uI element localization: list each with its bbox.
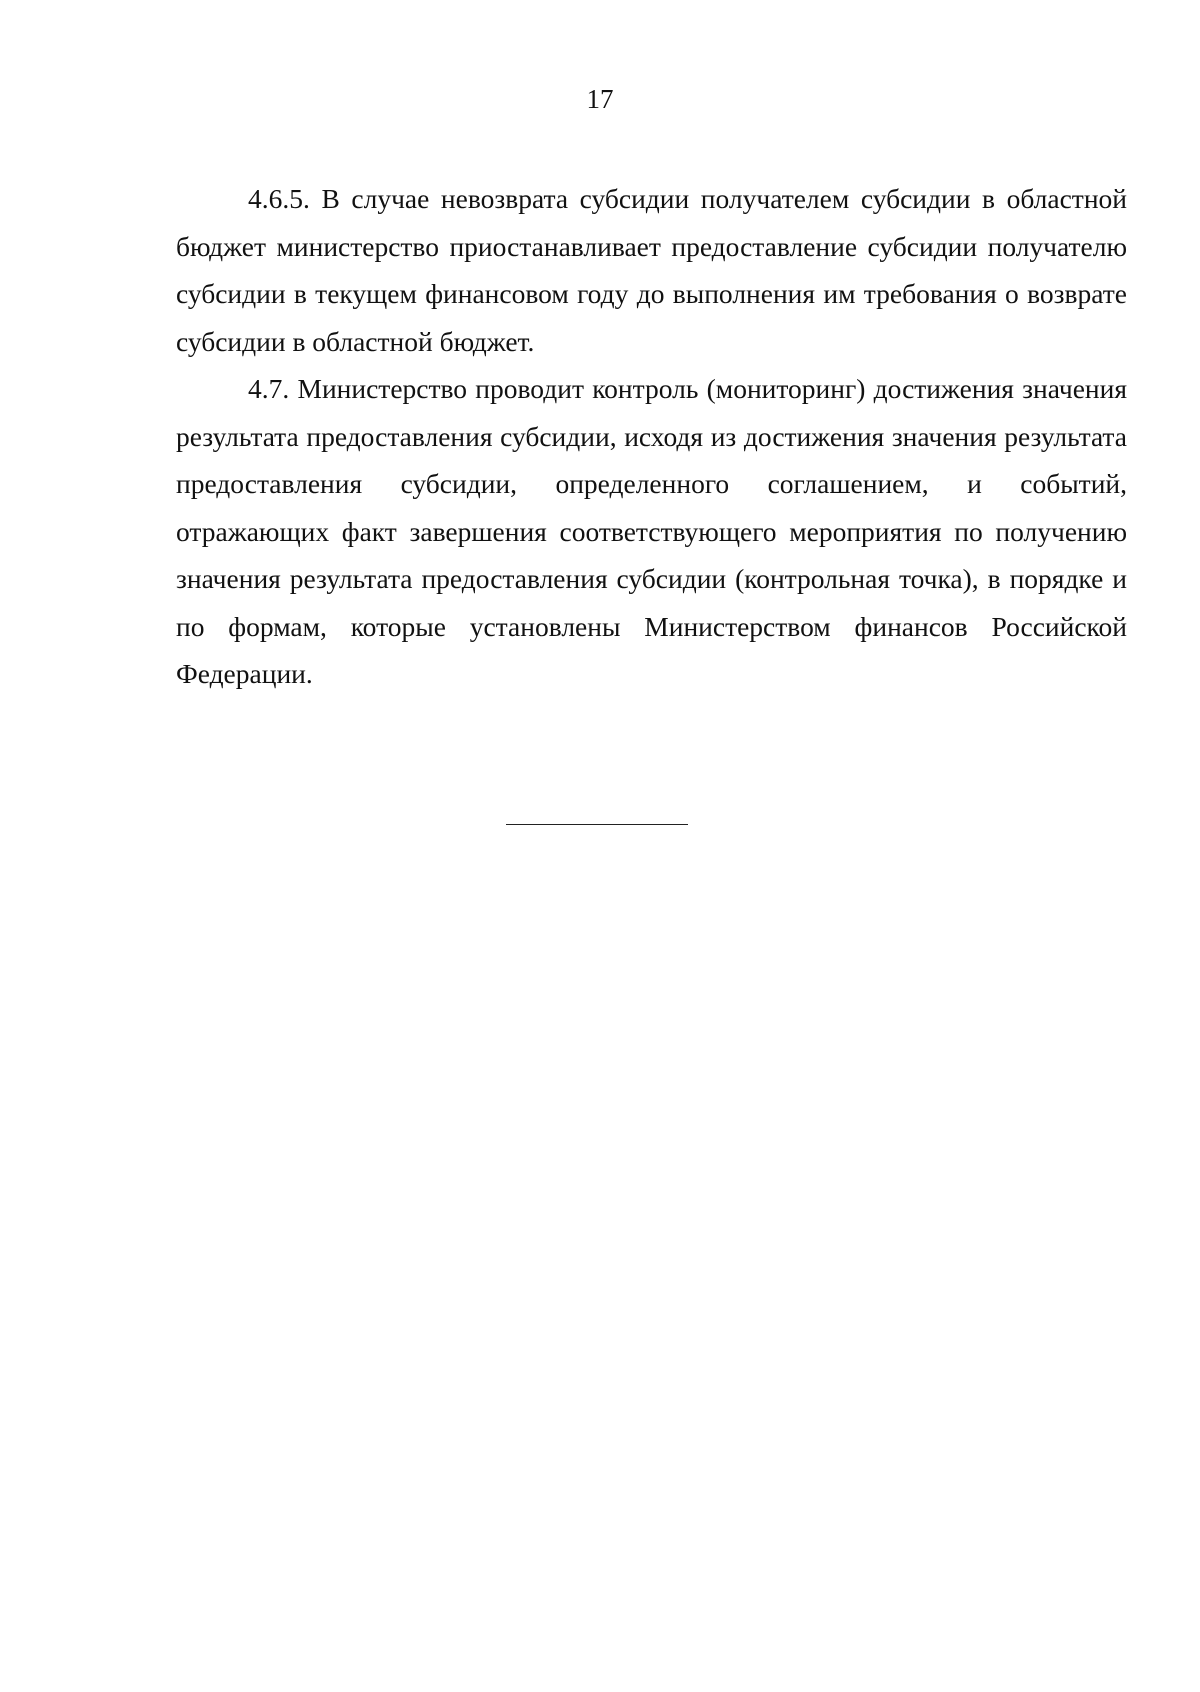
page-number: 17 xyxy=(586,84,614,114)
document-body xyxy=(176,175,1127,698)
end-of-text-rule xyxy=(506,824,688,825)
paragraph-4-7: 4.7. Министерство проводит контроль (мониторинг) достижения значения результата предоставления субсидии, исходя из достижения значения результата предоставления субсидии, определенного соглашением, и событий, отражающих факт завершения соответствующего мероприятия по получению значения результата предоставления субсидии (контрольная точка), в порядке и по формам, которые установлены Министерством финансов Российской Федерации. xyxy=(176,373,1127,689)
paragraph-4-6-5: 4.6.5. В случае невозврата субсидии получателем субсидии в областной бюджет министерство приостанавливает предоставление субсидии получателю субсидии в текущем финансовом году до выполнения им требования о возврате субсидии в областной бюджет. xyxy=(176,183,1127,357)
